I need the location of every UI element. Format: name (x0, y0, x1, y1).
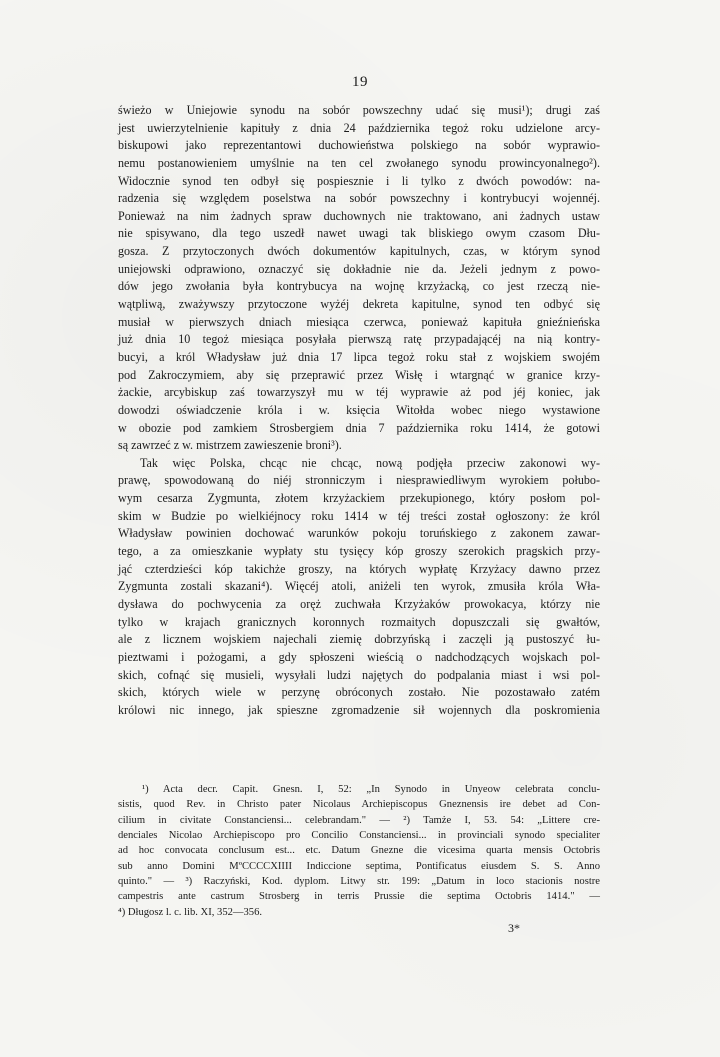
text-line: uniejowski odprawiono, oznaczyć się dokładnie nie da. Jeżeli jednym z powo- (118, 261, 600, 276)
footnote-line: sistis, quod Rev. in Christo pater Nicolaus Archiepiscopus Gneznensis ire debet ad Con- (118, 799, 600, 811)
text-line: skim w Budzie po wielkiéjnocy roku 1414 w téj treści został ogłoszony: że król (118, 508, 600, 523)
text-line: dów jego zwołania była kontrybucya na wojnę krzyżacką, co jest rzeczą nie- (118, 279, 600, 294)
text-line: Widocznie synod ten odbył się pospiesznie i li tylko z dwóch powodów: na- (118, 173, 600, 188)
text-line: Ponieważ na nim żadnych spraw duchownych nie traktowano, ani żadnych ustaw (118, 208, 600, 223)
text-line: Władysław powinien dochować warunków pokoju toruńskiego z zakonem zawar- (118, 526, 600, 541)
text-line: pieztwami i pożogami, a gdy spłoszeni wieścią o nadchodzących wojskach pol- (118, 649, 600, 664)
text-line: skich, których wiele w perzynę obróconych zostało. Nie pozostawało zatém (118, 685, 600, 700)
footnote-line: ⁴) Długosz l. c. lib. XI, 352—356. (118, 906, 263, 918)
text-line: ale z licznem wojskiem najechali ziemię dobrzyńską i zaczęli ją pustoszyć łu- (118, 632, 600, 647)
text-line: bucyi, a król Władysław już dnia 17 lipca tegoż roku stał z wojskiem swojém (118, 349, 600, 364)
text-line: tylko w krajach granicznych koronnych rozmaitych dopuszczali się gwałtów, (118, 614, 600, 629)
footnote-line: quinto." — ³) Raczyński, Kod. dyplom. Litwy str. 199: „Datum in loco stacionis nostre (118, 876, 600, 888)
text-line: musiał w pierwszych dniach miesiąca czerwca, ponieważ kapituła gnieźnieńska (118, 314, 600, 329)
text-line: żackie, arcybiskup zaś towarzyszył mu w téj wyprawie aż pod jéj koniec, jak (118, 385, 600, 400)
text-line: nemu postanowieniem umyślnie na ten cel zwołanego synodu prowincyonalnego²). (118, 155, 600, 170)
footnote-line: sub anno Domini MºCCCCXIIII Indiccione septima, Pontificatus eiusdem S. S. Anno (118, 860, 600, 872)
text-line: jest uwierzytelnienie kapituły z dnia 24 października tegoż roku udzielone arcy- (118, 120, 600, 135)
text-line: są zawrzeć z w. mistrzem zawieszenie broni³). (118, 438, 342, 453)
text-line: wątpliwą, zważywszy przytoczone wyżéj dekreta kapitulne, synod ten odbyć się (118, 297, 600, 312)
text-line: wym cesarza Zygmunta, złotem krzyżackiem przekupionego, który posłom pol- (118, 491, 600, 506)
text-line: radzenia się względem poselstwa na sobór powszechny i kontrybucyi wojennéj. (118, 191, 600, 206)
footnote-line: ad hoc convocata conclusum est... etc. Datum Gnezne die vicesima quarta mensis Octobris (118, 845, 600, 857)
text-line: Zygmunta zostali skazani⁴). Więcéj atoli, aniżeli ten wyrok, zmusiła króla Wła- (118, 579, 600, 594)
main-text (118, 102, 600, 719)
text-line: dysława do pochwycenia za oręż zuchwała Krzyżaków prowokacya, którzy nie (118, 596, 600, 611)
text-line: nie spisywano, dla tego uszedł nawet uwagi tak bliskiego owym czasom Dłu- (118, 226, 600, 241)
text-line: tego, a za omieszkanie wypłaty stu tysięcy kóp groszy szerokich pragskich przy- (118, 544, 600, 559)
footnote-line: ¹) Acta decr. Capit. Gnesn. I, 52: „In Synodo in Unyeow celebrata conclu- (142, 784, 600, 795)
text-line: prawę, spowodowaną do niéj stronniczym i niesprawiedliwym wyrokiem połubo- (118, 473, 600, 488)
text-line: skich, cofnąć się musieli, wysyłali ludzi najętych do podpalania miast i wsi pol- (118, 667, 600, 682)
signature-mark: 3* (508, 921, 520, 935)
text-line: Tak więc Polska, chcąc nie chcąc, nową podjęła przeciw zakonowi wy- (140, 455, 600, 470)
text-line: jąć czterdzieści kóp takichże groszy, na których wypłatę Krzyżacy dawno przez (118, 561, 600, 576)
text-line: w obozie pod zamkiem Strosbergiem dnia 7 października roku 1414, że gotowi (118, 420, 600, 435)
text-line: królowi nic innego, jak spieszne zgromadzenie sił wojennych dla poskromienia (118, 702, 600, 717)
footnote-line: denciales Nicolao Archiepiscopo pro Concilio Constanciensi... in provinciali synodo specialiter (118, 830, 600, 842)
text-line: już dnia 10 tegoż miesiąca posyłała pierwszą ratę przypadającéj na nią kontry- (118, 332, 600, 347)
text-line: biskupowi jako reprezentantowi duchowieństwa polskiego na sobór wyprawio- (118, 138, 600, 153)
footnote-line: cilium in civitate Constanciensi... celebrandam." — ²) Tamże I, 53. 54: „Littere cre- (118, 814, 600, 826)
text-line: pod Zakroczymiem, aby się przeprawić przez Wisłę i wtargnąć w granice krzy- (118, 367, 600, 382)
text-line: dowodzi oświadczenie króla i w. księcia Witołda wobec niego wystawione (118, 402, 600, 417)
footnote-line: campestris ante castrum Strosberg in terris Prussie die septima Octobris 1414." — (118, 891, 600, 903)
footnotes (118, 782, 600, 920)
page-number: 19 (352, 74, 368, 90)
text-line: świeżo w Uniejowie synodu na sobór powszechny udać się musi¹); drugi zaś (118, 103, 600, 117)
text-line: gosza. Z przytoczonych dwóch dokumentów kapitulnych, czas, w którym synod (118, 244, 600, 259)
